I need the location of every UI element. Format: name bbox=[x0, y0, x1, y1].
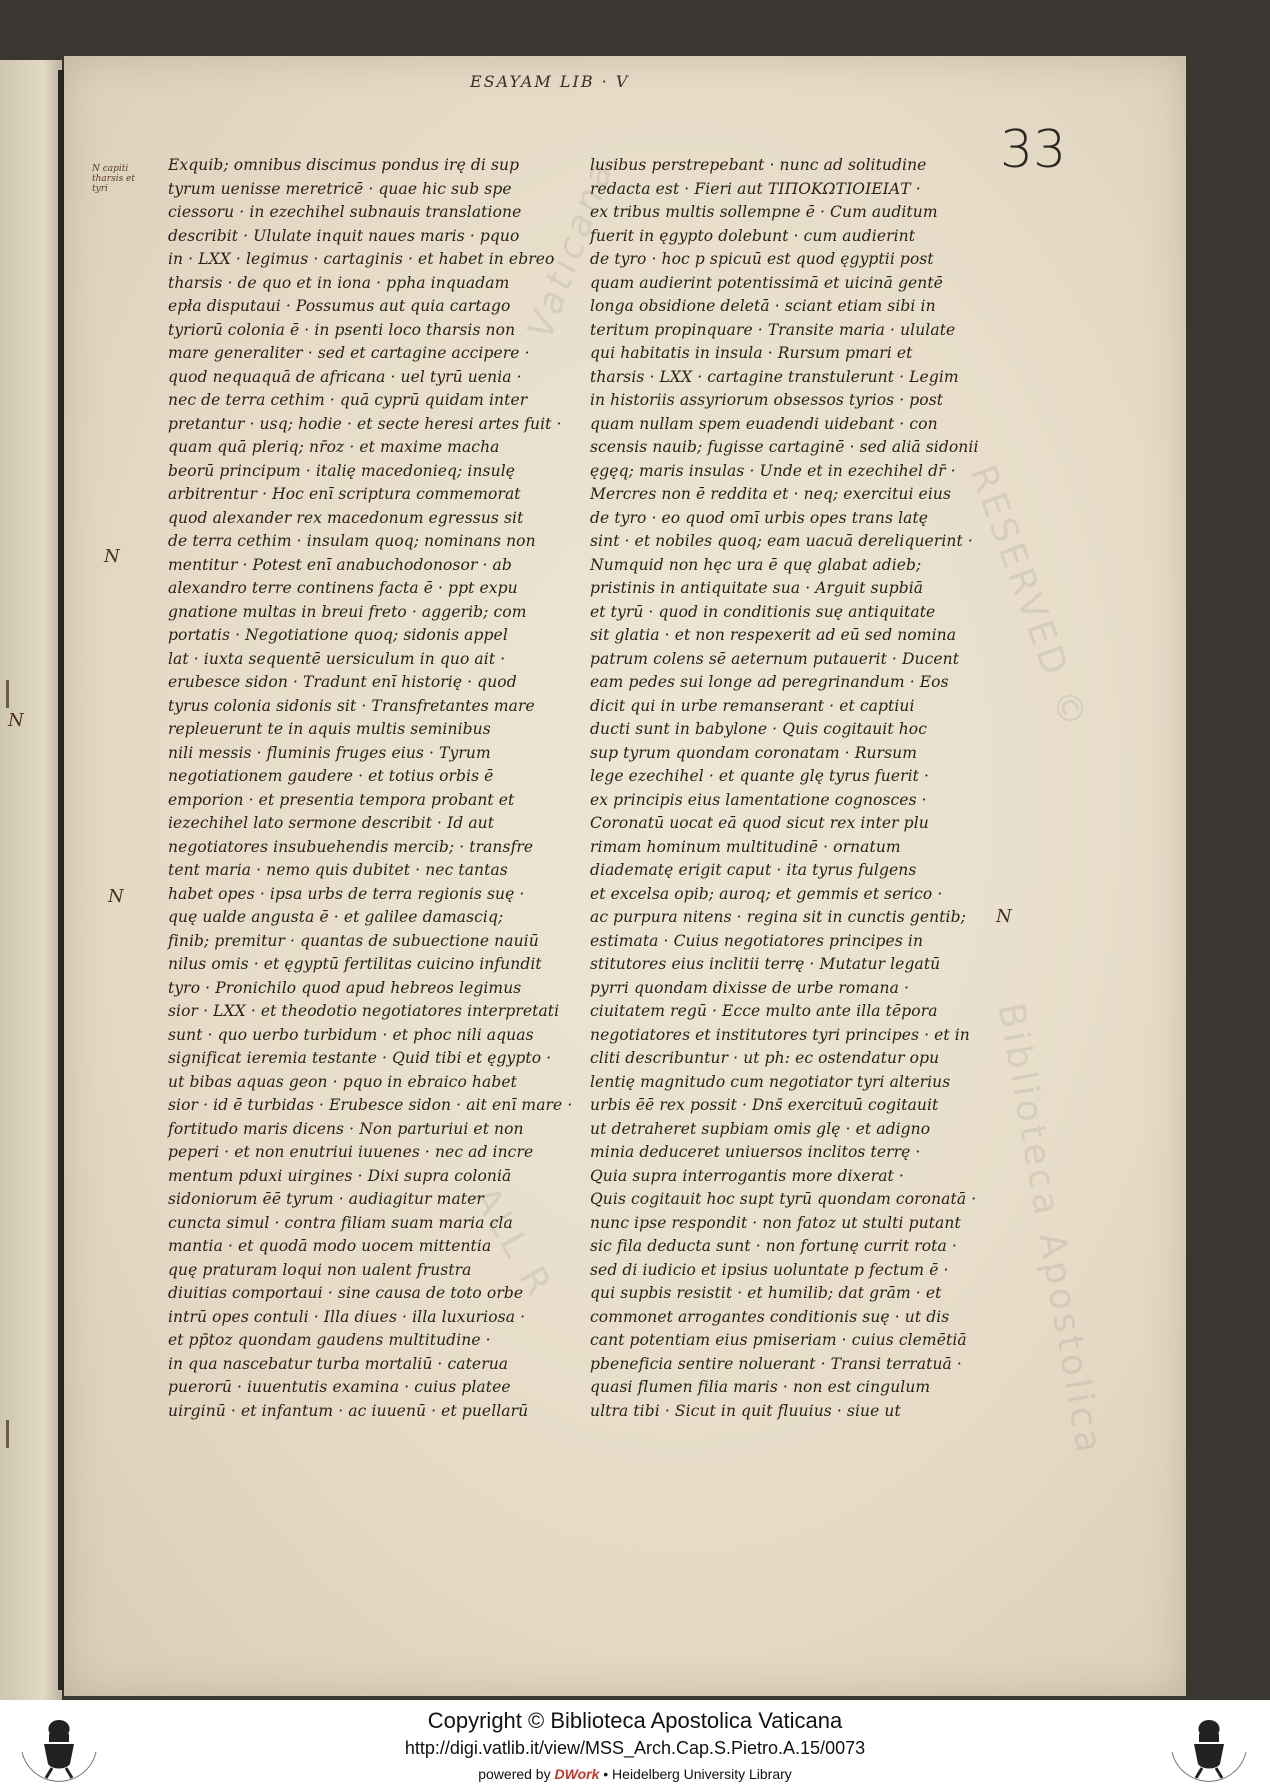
powered-suffix: • Heidelberg University Library bbox=[603, 1766, 792, 1782]
manuscript-line: significat ieremia testante · Quid tibi et ęgypto · bbox=[168, 1049, 552, 1067]
dwork-link[interactable]: DWork bbox=[554, 1766, 600, 1782]
manuscript-line: cliti describuntur · ut ph: ec ostendatur opu bbox=[590, 1049, 940, 1067]
margin-nota-mark: N bbox=[8, 710, 24, 731]
manuscript-line: epła disputaui · Possumus aut quia cartago bbox=[168, 297, 511, 315]
manuscript-line: quę praturam loqui non ualent frustra bbox=[168, 1260, 472, 1279]
manuscript-line: sidoniorum ēē tyrum · audiagitur mater bbox=[168, 1190, 484, 1208]
manuscript-line: patrum colens sē aeternum putauerit · Ducent bbox=[590, 649, 960, 668]
manuscript-line: alexandro terre continens facta ē · ppt expu bbox=[168, 579, 518, 597]
folio-number: 33 bbox=[1000, 120, 1067, 180]
manuscript-line: lat · iuxta sequentē uersiculum in quo ait · bbox=[168, 649, 506, 668]
manuscript-line: ultra tibi · Sicut in quit fluuius · siue ut bbox=[590, 1401, 901, 1420]
manuscript-line: tharsis · de quo et in iona · ppha inquadam bbox=[168, 273, 510, 292]
manuscript-line: nec de terra cethim · quā cyprū quidam inter bbox=[168, 391, 528, 409]
text-column-right bbox=[590, 154, 979, 1423]
source-url-link[interactable]: http://digi.vatlib.it/view/MSS_Arch.Cap.S.Pietro.A.15/0073 bbox=[404, 1738, 866, 1758]
watermark-vertical: Biblioteca Apostolica bbox=[989, 1000, 1110, 1460]
manuscript-line: puerorū · iuuentutis examina · cuius platee bbox=[168, 1378, 511, 1396]
manuscript-line: minia deduceret uniuersos inclitos terrę · bbox=[590, 1143, 921, 1161]
manuscript-line: tyrum uenisse meretricē · quae hic sub spe bbox=[168, 179, 512, 198]
manuscript-line: describit · Ululate inquit naues maris · pquo bbox=[168, 226, 520, 245]
manuscript-line: rimam hominum multitudinē · ornatum bbox=[590, 837, 901, 856]
margin-nota-mark: N bbox=[108, 886, 124, 907]
manuscript-line: tyriorū colonia ē · in psenti loco tharsis non bbox=[168, 320, 516, 339]
manuscript-line: ut bibas aquas geon · pquo in ebraico habet bbox=[168, 1072, 517, 1091]
manuscript-line: ducti sunt in babylone · Quis cogitauit hoc bbox=[590, 720, 927, 738]
manuscript-line: nilus omis · et ęgyptū fertilitas cuicino infundit bbox=[168, 955, 542, 973]
margin-nota-mark: N bbox=[996, 906, 1012, 927]
manuscript-line: iezechihel lato sermone describit · Id aut bbox=[168, 814, 495, 832]
manuscript-line: dicit qui in urbe remanserant · et captiui bbox=[590, 696, 915, 715]
manuscript-line: ęgęq; maris insulas · Unde et in ezechihel dr̄ · bbox=[590, 461, 956, 480]
manuscript-line: quam quā pleriq; nr̄oz · et maxime macha bbox=[168, 438, 500, 456]
page-edge-mark bbox=[6, 680, 9, 708]
manuscript-line: mentum pduxi uirgines · Dixi supra coloniā bbox=[168, 1166, 512, 1185]
manuscript-line: Numquid non hęc ura ē quę glabat adieb; bbox=[590, 555, 922, 574]
manuscript-line: Quia supra interrogantis more dixerat · bbox=[590, 1166, 904, 1185]
margin-nota-mark: N bbox=[104, 546, 120, 567]
manuscript-line: sint · et nobiles quoq; eam uacuā dereliquerint · bbox=[590, 532, 973, 550]
manuscript-line: nunc ipse respondit · non fatoz ut stulti putant bbox=[590, 1213, 961, 1232]
manuscript-line: tyro · Pronichilo quod apud hebreos legimus bbox=[168, 978, 522, 997]
manuscript-line: pbeneficia sentire noluerant · Transi terratuā · bbox=[590, 1354, 962, 1373]
manuscript-line: repleuerunt te in aquis multis seminibus bbox=[168, 720, 491, 738]
manuscript-line: fortitudo maris dicens · Non parturiui et non bbox=[168, 1119, 524, 1138]
manuscript-line: mare generaliter · sed et cartagine accipere · bbox=[168, 344, 530, 362]
manuscript-line: mentitur · Potest enī anabuchodonosor · ab bbox=[168, 555, 512, 574]
manuscript-line: redacta est · Fieri aut ΤΙΠΟΚΩΤΙΟΙΕΙΑΤ · bbox=[590, 179, 921, 198]
manuscript-line: urbis ēē rex possit · Dns̄ exercituū cogitauit bbox=[590, 1096, 939, 1114]
manuscript-line: tyrus colonia sidonis sit · Transfretantes mare bbox=[168, 696, 535, 715]
manuscript-line: habet opes · ipsa urbs de terra regionis suę · bbox=[168, 884, 525, 903]
manuscript-line: de tyro · eo quod omī urbis opes trans latę bbox=[590, 508, 929, 527]
manuscript-line: in historiis assyriorum obsessos tyrios · post bbox=[590, 391, 944, 409]
manuscript-line: stitutores eius inclitii terrę · Mutatur legatū bbox=[590, 955, 941, 973]
manuscript-line: teritum propinquare · Transite maria · ululate bbox=[590, 320, 956, 339]
manuscript-line: sior · id ē turbidas · Erubesce sidon · ait enī mare · bbox=[168, 1096, 573, 1114]
manuscript-line: peperi · et non enutriui iuuenes · nec ad incre bbox=[168, 1143, 534, 1161]
copyright-line: Copyright © Biblioteca Apostolica Vaticana bbox=[427, 1708, 843, 1733]
manuscript-line: intrū opes contuli · Illa diues · illa luxuriosa · bbox=[168, 1307, 526, 1326]
manuscript-line: beorū principum · italię macedonieq; insulę bbox=[168, 461, 516, 480]
manuscript-line: eam pedes sui longe ad peregrinandum · Eos bbox=[590, 673, 949, 691]
manuscript-line: emporion · et presentia tempora probant et bbox=[168, 790, 515, 809]
manuscript-line: Mercres non ē reddita et · neq; exercitui eius bbox=[590, 485, 952, 503]
manuscript-line: sed di iudicio et ipsius uoluntate p fectum ē · bbox=[590, 1260, 949, 1279]
manuscript-line: lusibus perstrepebant · nunc ad solitudine bbox=[590, 156, 927, 174]
manuscript-line: sup tyrum quondam coronatam · Rursum bbox=[590, 743, 918, 762]
manuscript-line: scensis nauib; fugisse cartaginē · sed aliā sidonii bbox=[590, 438, 979, 456]
manuscript-line: quod nequaquā de africana · uel tyrū uenia · bbox=[168, 367, 522, 386]
manuscript-line: pyrri quondam dixisse de urbe romana · bbox=[590, 978, 909, 997]
manuscript-line: diadematę erigit caput · ita tyrus fulgens bbox=[590, 861, 917, 879]
manuscript-line: in qua nascebatur turba mortaliū · caterua bbox=[168, 1354, 509, 1373]
manuscript-line: Exquib; omnibus discimus pondus irę di sup bbox=[168, 156, 520, 174]
manuscript-line: Coronatū uocat eā quod sicut rex inter plu bbox=[590, 814, 929, 832]
manuscript-line: ex principis eius lamentatione cognosces · bbox=[590, 790, 927, 809]
manuscript-line: pristinis in antiquitate sua · Arguit supbiā bbox=[590, 579, 924, 597]
manuscript-line: et excelsa opib; auroq; et gemmis et serico · bbox=[590, 884, 943, 903]
watermark-vaticana: Vaticana bbox=[520, 154, 623, 345]
manuscript-line: nili messis · fluminis fruges eius · Tyrum bbox=[168, 743, 491, 762]
manuscript-line: uirginū · et infantum · ac iuuenū · et puellarū bbox=[168, 1401, 529, 1420]
manuscript-line: longa obsidione deletā · sciant etiam sibi in bbox=[590, 297, 936, 315]
running-head: ESAYAM LIB · V bbox=[470, 72, 630, 91]
manuscript-line: ciessoru · in ezechihel subnauis translatione bbox=[168, 203, 522, 221]
manuscript-line: cuncta simul · contra filiam suam maria cla bbox=[168, 1213, 513, 1232]
manuscript-line: ex tribus multis sollempne ē · Cum auditum bbox=[590, 203, 938, 221]
manuscript-line: mantia · et quodā modo uocem mittentia bbox=[168, 1237, 492, 1255]
manuscript-line: gnatione multas in breui freto · aggerib; com bbox=[168, 602, 527, 621]
manuscript-line: diuitias comportaui · sine causa de toto orbe bbox=[168, 1284, 524, 1302]
manuscript-line: negotiatores et institutores tyri principes · et in bbox=[590, 1025, 970, 1044]
manuscript-line: qui habitatis in insula · Rursum pmari et bbox=[590, 344, 913, 362]
manuscript-line: qui supbis resistit · et humilib; dat grām · et bbox=[590, 1284, 942, 1302]
manuscript-line: commonet arrogantes conditionis suę · ut dis bbox=[590, 1307, 950, 1326]
watermark-reserved: RESERVED © bbox=[961, 460, 1096, 737]
manuscript-line: et tyrū · quod in conditionis suę antiquitate bbox=[590, 602, 936, 621]
manuscript-line: Quis cogitauit hoc supt tyrū quondam coronatā · bbox=[590, 1190, 977, 1208]
manuscript-line: quę ualde angusta ē · et galilee damasciq; bbox=[168, 908, 504, 926]
manuscript-line: ciuitatem regū · Ecce multo ante illa tēpora bbox=[590, 1002, 938, 1020]
manuscript-line: sit glatia · et non respexerit ad eū sed nomina bbox=[590, 626, 957, 644]
manuscript-line: tharsis · LXX · cartagine transtulerunt · Legim bbox=[590, 367, 959, 386]
manuscript-line: quam nullam spem euadendi uidebant · con bbox=[590, 414, 938, 433]
manuscript-line: lege ezechihel · et quante glę tyrus fuerit · bbox=[590, 767, 930, 785]
manuscript-line: lentię magnitudo cum negotiator tyri alterius bbox=[590, 1072, 951, 1091]
manuscript-line: fuerit in ęgypto dolebunt · cum audierint bbox=[590, 226, 916, 245]
powered-by-line bbox=[0, 1766, 1270, 1782]
manuscript-line: de tyro · hoc p spicuū est quod ęgyptii post bbox=[590, 250, 934, 268]
page-edge-mark bbox=[6, 1420, 9, 1448]
manuscript-line: erubesce sidon · Tradunt enī historię · quod bbox=[168, 673, 517, 691]
adjacent-page-edge bbox=[0, 60, 62, 1700]
manuscript-line: quasi flumen filia maris · non est cingulum bbox=[590, 1378, 931, 1396]
watermark-lower: ALL R bbox=[464, 1180, 561, 1306]
manuscript-line: sior · LXX · et theodotio negotiatores interpretati bbox=[168, 1002, 560, 1020]
margin-gloss: N capiti tharsis et tyri bbox=[92, 164, 136, 194]
manuscript-line: cant potentiam eius pmiseriam · cuius clemētiā bbox=[590, 1331, 967, 1349]
manuscript-line: ac purpura nitens · regina sit in cunctis gentib; bbox=[590, 908, 966, 926]
manuscript-line: et pp̄toz quondam gaudens multitudine · bbox=[168, 1331, 491, 1349]
manuscript-line: arbitrentur · Hoc enī scriptura commemorat bbox=[168, 485, 521, 503]
manuscript-line: tent maria · nemo quis dubitet · nec tantas bbox=[168, 861, 508, 879]
manuscript-line: finib; premitur · quantas de subuectione nauiū bbox=[168, 931, 539, 950]
manuscript-line: pretantur · usq; hodie · et secte heresi artes fuit · bbox=[168, 414, 562, 433]
manuscript-line: in · LXX · legimus · cartaginis · et habet in ebreo bbox=[168, 250, 555, 268]
manuscript-line: ut detraheret supbiam omis glę · et adigno bbox=[590, 1119, 931, 1138]
manuscript-line: quam audierint potentissimā et uicinā gentē bbox=[590, 273, 943, 292]
manuscript-line: sunt · quo uerbo turbidum · et phoc nili aquas bbox=[168, 1025, 534, 1044]
powered-prefix: powered by bbox=[478, 1766, 551, 1782]
manuscript-line: estimata · Cuius negotiatores principes in bbox=[590, 931, 924, 950]
manuscript-line: negotiatores insubuehendis mercib; · transfre bbox=[168, 837, 534, 856]
manuscript-line: portatis · Negotiatione quoq; sidonis appel bbox=[168, 626, 508, 644]
manuscript-line: quod alexander rex macedonum egressus sit bbox=[168, 508, 524, 527]
manuscript-line: sic fila deducta sunt · non fortunę currit rota · bbox=[590, 1237, 957, 1255]
manuscript-line: negotiationem gaudere · et totius orbis ē bbox=[168, 767, 494, 785]
manuscript-line: de terra cethim · insulam quoq; nominans non bbox=[168, 532, 536, 550]
